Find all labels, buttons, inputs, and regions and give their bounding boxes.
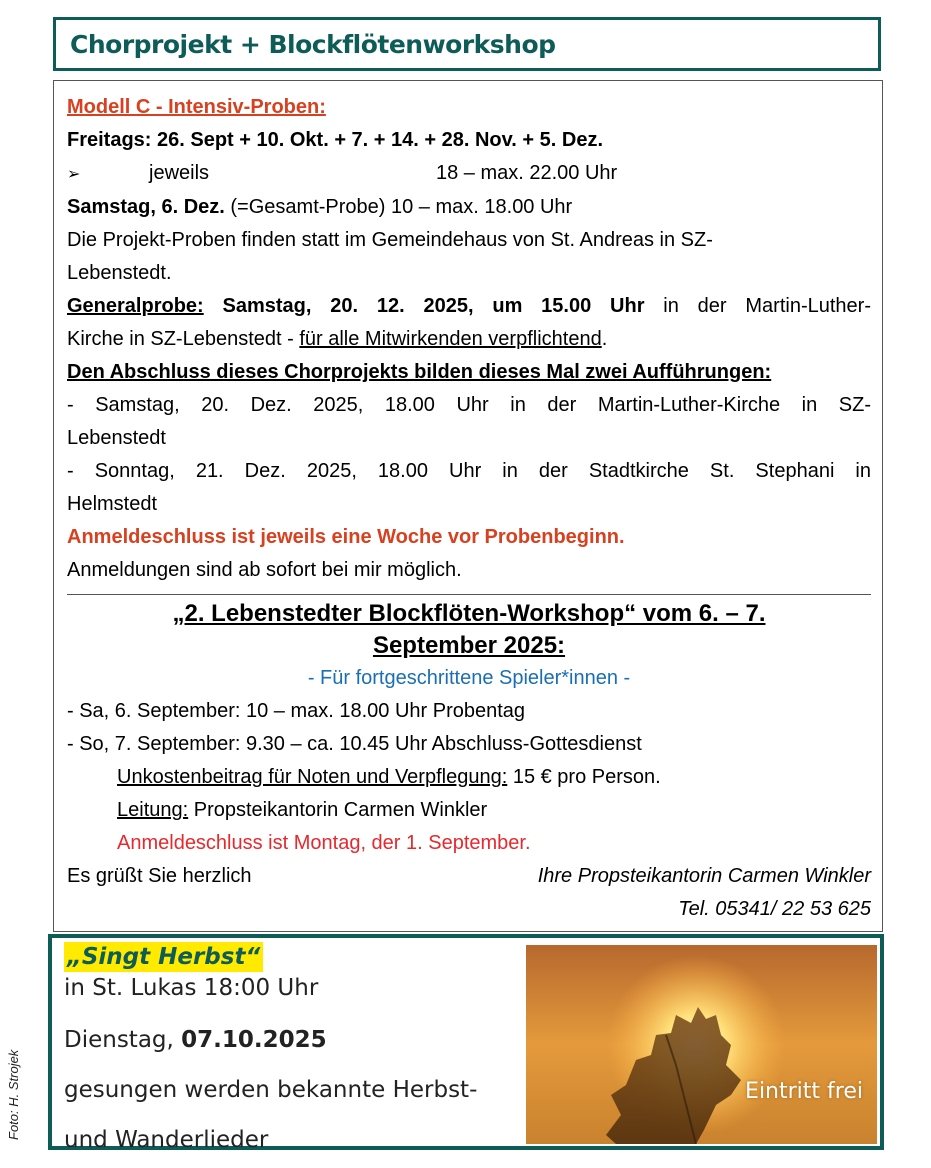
herbst-date-label: Dienstag, [64, 1027, 182, 1053]
cost-label: Unkostenbeitrag für Noten und Verpflegung: [117, 766, 508, 788]
general-line-2 [67, 323, 871, 356]
greeting: Es grüßt Sie herzlich [67, 865, 252, 887]
each-label: jeweils [149, 162, 210, 184]
general-rest: in der Martin-Luther- [644, 295, 871, 317]
herbst-text [64, 942, 477, 1156]
performance-1a: - Samstag, 20. Dez. 2025, 18.00 Uhr in der Martin-Luther-Kirche in SZ- [67, 394, 871, 416]
divider [67, 594, 871, 595]
herbst-desc-1: gesungen werden bekannte Herbst- [64, 1077, 478, 1103]
each-time: 18 – max. 22.00 Uhr [436, 162, 618, 184]
modell-heading: Modell C - Intensiv-Proben: [67, 96, 326, 118]
workshop-day-2: - So, 7. September: 9.30 – ca. 10.45 Uhr Abschluss-Gottesdienst [67, 733, 642, 755]
page-title: Chorprojekt + Blockflötenworkshop [70, 30, 556, 59]
saturday-details: (=Gesamt-Probe) 10 – max. 18.00 Uhr [224, 196, 573, 218]
free-entry-label: Eintritt frei [745, 1079, 863, 1104]
workshop-subtitle: - Für fortgeschrittene Spieler*innen - [307, 667, 631, 689]
header-box [53, 17, 881, 71]
lead-label: Leitung: [117, 799, 189, 821]
general-line-1 [67, 290, 871, 323]
photo-credit-text: Foto: H. Strojek [6, 1049, 21, 1140]
herbst-desc-2: und Wanderlieder [64, 1127, 269, 1153]
workshop-title-1: „2. Lebenstedter Blockflöten-Workshop“ vom 6. – 7. [172, 600, 766, 627]
phone-number: Tel. 05341/ 22 53 625 [678, 898, 871, 920]
location-line-1: Die Projekt-Proben finden statt im Gemeindehaus von St. Andreas in SZ- [67, 229, 713, 251]
lead-value: Propsteikantorin Carmen Winkler [188, 799, 488, 821]
saturday-date: Samstag, 6. Dez. [67, 196, 225, 218]
general-date: Samstag, 20. 12. 2025, um 15.00 Uhr [203, 295, 645, 317]
performance-2a: - Sonntag, 21. Dez. 2025, 18.00 Uhr in der Stadtkirche St. Stephani in [67, 460, 871, 482]
herbst-date [64, 1024, 477, 1056]
workshop-title-2: September 2025: [372, 632, 566, 659]
performance-2b: Helmstedt [67, 493, 158, 515]
location-line-2: Lebenstedt. [67, 262, 172, 284]
main-content-box [53, 80, 883, 932]
photo-credit [6, 1020, 26, 1140]
workshop-cost [67, 761, 871, 794]
herbst-title: „Singt Herbst“ [64, 942, 263, 972]
workshop-lead [67, 794, 871, 827]
autumn-leaf-photo [526, 945, 877, 1144]
general-end: . [601, 328, 608, 350]
arrow-bullet-icon: ➢ [67, 166, 81, 183]
general-label: Generalprobe: [67, 295, 204, 317]
cost-value: 15 € pro Person. [507, 766, 661, 788]
workshop-deadline: Anmeldeschluss ist Montag, der 1. September. [117, 832, 531, 854]
herbst-place: in St. Lukas 18:00 Uhr [64, 975, 319, 1001]
each-line [67, 157, 871, 191]
registration-deadline: Anmeldeschluss ist jeweils eine Woche vor Probenbeginn. [67, 526, 625, 548]
conclusion-heading: Den Abschluss dieses Chorprojekts bilden dieses Mal zwei Aufführungen: [67, 361, 772, 383]
signature: Ihre Propsteikantorin Carmen Winkler [537, 865, 871, 887]
fridays-line: Freitags: 26. Sept + 10. Okt. + 7. + 14. + 28. Nov. + 5. Dez. [67, 129, 603, 151]
registration-note: Anmeldungen sind ab sofort bei mir möglich. [67, 559, 462, 581]
workshop-day-1: - Sa, 6. September: 10 – max. 18.00 Uhr Probentag [67, 700, 526, 722]
signature-row [67, 860, 871, 893]
content-column [67, 91, 871, 926]
general-rest-2: Kirche in SZ-Lebenstedt - [67, 328, 300, 350]
general-mandatory: für alle Mitwirkenden verpflichtend [299, 328, 602, 350]
leaf-sunset-image [526, 945, 877, 1144]
herbst-title-line [64, 942, 477, 972]
performance-1b: Lebenstedt [67, 427, 166, 449]
herbst-box [48, 934, 884, 1153]
herbst-date-value: 07.10.2025 [181, 1027, 327, 1053]
saturday-line [67, 191, 871, 224]
